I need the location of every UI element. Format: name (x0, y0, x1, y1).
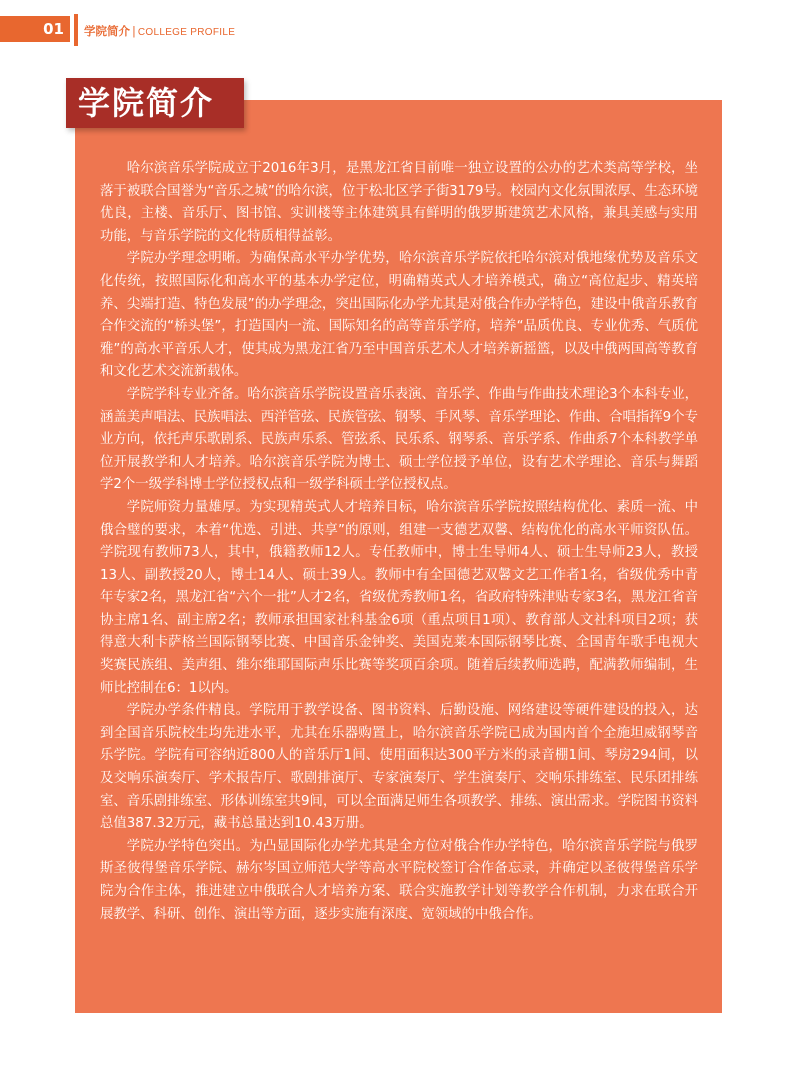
page-title: 学院简介 (78, 84, 215, 122)
paragraph-intro: 哈尔滨音乐学院成立于2016年3月，是黑龙江省目前唯一独立设置的公办的艺术类高等学校，坐落于被联合国誉为“音乐之城”的哈尔滨，位于松北区学子街3179号。校园内文化氛围浓厚、生态环境优良，主楼、音乐厅、图书馆、实训楼等主体建筑具有鲜明的俄罗斯建筑艺术风格，兼具美感与实用功能，与音乐学院的文化特质相得益彰。 (100, 161, 698, 244)
running-header-en: COLLEGE PROFILE (137, 27, 236, 38)
running-header (84, 23, 235, 39)
paragraph-philosophy: 学院办学理念明晰。为确保高水平办学优势，哈尔滨音乐学院依托哈尔滨对俄地缘优势及音乐文化传统，按照国际化和高水平的基本办学定位，明确精英式人才培养模式，确立“高位起步、精英培养、尖端打造、特色发展”的办学理念，突出国际化办学尤其是对俄合作办学特色，建设中俄音乐教育合作交流的“桥头堡”，打造国内一流、国际知名的高等音乐学府，培养“品质优良、专业优秀、气质优雅”的高水平音乐人才，使其成为黑龙江省乃至中国音乐艺术人才培养新摇篮，以及中俄两国高等教育和文化艺术交流新载体。 (100, 251, 698, 380)
page-header (0, 0, 800, 56)
body-text (100, 158, 698, 926)
title-banner (66, 78, 244, 128)
running-header-separator: | (132, 24, 136, 38)
header-divider-bar (74, 14, 78, 46)
page-number: 01 (0, 16, 70, 42)
running-header-zh: 学院简介 (84, 24, 130, 38)
paragraph-disciplines: 学院学科专业齐备。哈尔滨音乐学院设置音乐表演、音乐学、作曲与作曲技术理论3个本科专业，涵盖美声唱法、民族唱法、西洋管弦、民族管弦、钢琴、手风琴、音乐学理论、作曲、合唱指挥9个专业方向，依托声乐歌剧系、民族声乐系、管弦系、民乐系、钢琴系、音乐学系、作曲系7个本科教学单位开展教学和人才培养。哈尔滨音乐学院为博士、硕士学位授予单位，设有艺术学理论、音乐与舞蹈学2个一级学科博士学位授权点和一级学科硕士学位授权点。 (100, 386, 698, 493)
paragraph-features: 学院办学特色突出。为凸显国际化办学尤其是全方位对俄合作办学特色，哈尔滨音乐学院与俄罗斯圣彼得堡音乐学院、赫尔岑国立师范大学等高水平院校签订合作备忘录，并确定以圣彼得堡音乐学院为合作主体，推进建立中俄联合人才培养方案、联合实施教学计划等教学合作机制，力求在联合开展教学、科研、创作、演出等方面，逐步实施有深度、宽领域的中俄合作。 (100, 838, 698, 922)
paragraph-facilities: 学院办学条件精良。学院用于教学设备、图书资料、后勤设施、网络建设等硬件建设的投入，达到全国音乐院校生均先进水平，尤其在乐器购置上，哈尔滨音乐学院已成为国内首个全施坦威钢琴音乐学院。学院有可容纳近800人的音乐厅1间、使用面积达300平方米的录音棚1间、琴房294间，以及交响乐演奏厅、学术报告厅、歌剧排演厅、专家演奏厅、学生演奏厅、交响乐排练室、民乐团排练室、音乐剧排练室、形体训练室共9间，可以全面满足师生各项教学、排练、演出需求。学院图书资料总值387.32万元，藏书总量达到10.43万册。 (100, 703, 698, 832)
paragraph-faculty: 学院师资力量雄厚。为实现精英式人才培养目标，哈尔滨音乐学院按照结构优化、素质一流、中俄合璧的要求，本着“优选、引进、共享”的原则，组建一支德艺双馨、结构优化的高水平师资队伍。学院现有教师73人，其中，俄籍教师12人。专任教师中，博士生导师4人、硕士生导师23人，教授13人、副教授20人，博士14人、硕士39人。教师中有全国德艺双馨文艺工作者1名，省级优秀中青年专家2名，黑龙江省“六个一批”人才2名，省级优秀教师1名，省政府特殊津贴专家3名，黑龙江省音协主席1名、副主席2名；教师承担国家社科基金6项（重点项目1项）、教育部人文社科项目2项；获得意大利卡萨格兰国际钢琴比赛、中国音乐金钟奖、美国克莱本国际钢琴比赛、全国青年歌手电视大奖赛民族组、美声组、维尔维耶国际声乐比赛等奖项百余项。随着后续教师选聘，配满教师编制，生师比控制在6：1以内。 (100, 499, 698, 696)
